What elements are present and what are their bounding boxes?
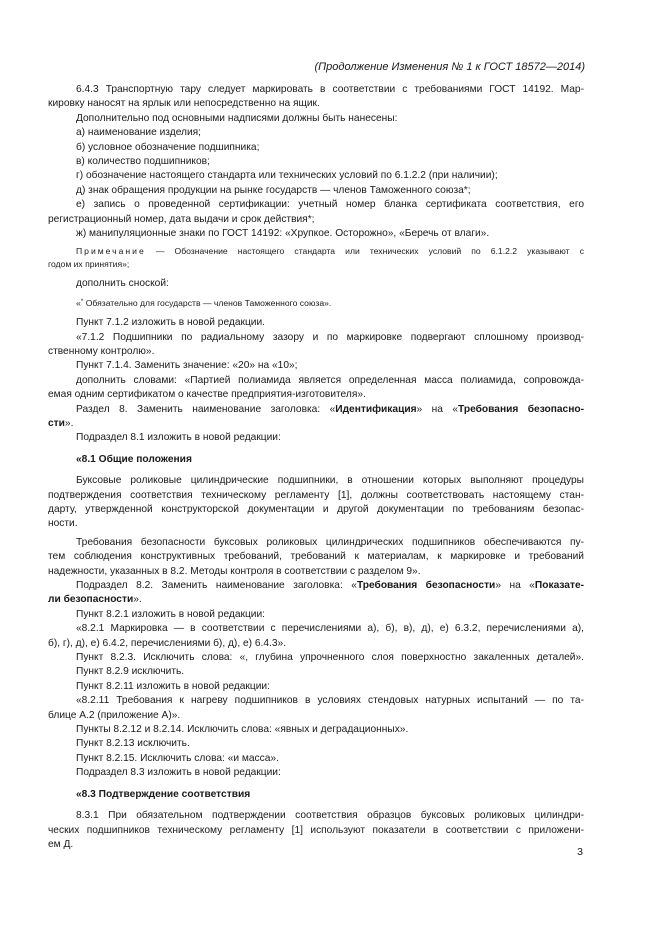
bold-term: сти [48,417,65,429]
paragraph-line: Дополнительно под основными надписями должны быть нанесены: [76,112,398,124]
list-item: в) количество подшипников; [76,156,210,168]
page-content [48,83,584,852]
page-header: (Продолжение Изменения № 1 к ГОСТ 18572—2014) [314,61,585,73]
note-text: — Обозначение настоящего стандарта или технических условий по 6.1.2.2 указывают с [145,246,584,257]
paragraph-line: емая одним сертификатом о качестве предприятия-изготовителя». [48,389,366,401]
text-fragment: » на « [495,580,535,591]
text-fragment: ». [133,594,142,606]
paragraph-line [48,417,584,431]
list-item: е) запись о проведенной сертификации: учетный номер бланка сертификата соответствия, его [76,199,584,211]
paragraph-line: ственному контролю». [48,345,155,357]
paragraph-line: Пункт 7.1.4. Заменить значение: «20» на «10»; [76,360,298,372]
paragraph-line: подтверждения соответствия техническому регламенту [1], должны соответствовать настоящему стан- [48,489,584,501]
paragraph-line: дополнить словами: «Партией полиамида является определенная масса полиамида, сопровожда- [76,374,584,386]
paragraph-line: Требования безопасности буксовых роликовых цилиндрических подшипников обеспечиваются пу- [76,536,584,548]
bold-term: Требования безопасности [356,580,496,591]
list-item: ж) манипуляционные знаки по ГОСТ 14192: «Хрупкое. Осторожно», «Беречь от влаги». [76,228,490,240]
text-fragment: Подраздел 8.2. Заменить наименование заголовка: « [76,580,357,591]
paragraph-line: Пункт 8.2.11 изложить в новой редакции: [76,680,270,692]
section-heading: «8.1 Общие положения [76,453,192,465]
paragraph-line: Пункт 8.2.15. Исключить слова: «и масса». [76,752,279,764]
paragraph-line: Буксовые роликовые цилиндрические подшипники, в отношении которых выполняют процедуры [76,475,584,487]
paragraph-line: ческих подшипников техническому регламенту [1] используют показатели в соответствии с приложени- [48,824,584,836]
footnote-text: Обязательно для государств — членов Таможенного союза». [83,297,332,308]
paragraph-line: 6.4.3 Транспортную тару следует маркировать в соответствии с требованиями ГОСТ 14192. Мар- [76,84,584,95]
paragraph-line: Пункт 8.2.1 изложить в новой редакции: [76,608,266,620]
paragraph-line: надежности, указанных в 8.2. Методы контроля в соответствии с разделом 9». [48,565,421,577]
paragraph-line [48,403,584,417]
list-item: д) знак обращения продукции на рынке государств — членов Таможенного союза*; [76,184,471,196]
list-item-continuation: регистрационный номер, дата выдачи и срок действия*; [48,213,315,225]
paragraph-line: Пункт 8.2.13 исключить. [76,738,190,750]
section-heading: «8.3 Подтверждение соответствия [76,788,251,800]
paragraph-line: ем Д. [48,838,74,850]
list-item: а) наименование изделия; [76,127,201,139]
note-label: Примечание [76,246,146,257]
paragraph-line: ности. [48,518,78,530]
paragraph-line: Пункты 8.2.12 и 8.2.14. Исключить слова: «явных и деградационных». [76,724,409,736]
bold-term: Идентификация [335,403,417,415]
paragraph-line: б), г), д), е) 6.4.2, перечислениями б), д), е) 6.4.3». [48,637,287,649]
bold-term: ли безопасности [48,594,134,606]
paragraph-line: Подраздел 8.1 изложить в новой редакции: [76,432,281,444]
list-item: б) условное обозначение подшипника; [76,141,260,153]
paragraph-line: «7.1.2 Подшипники по радиальному зазору и по маркировке подвергают сплошному производ- [76,331,584,343]
text-fragment: ». [64,417,74,429]
footnote-open-quote: « [76,297,81,308]
paragraph-line: «8.2.11 Требования к нагреву подшипников в условиях стендовых натурных испытаний — по та- [76,695,584,707]
paragraph-line: «8.2.1 Маркировка — в соответствии с перечислениями а), б), в), д), е) 6.3.2, перечислениями а), [76,623,584,635]
bold-term: Требования безопасно- [458,403,584,415]
paragraph-line [48,579,584,593]
paragraph-line: дарту, утвержденной конструкторской документации и другой документации по требованиям безопас- [48,503,584,515]
paragraph-line: Пункт 7.1.2 изложить в новой редакции. [76,317,266,329]
paragraph-line: 8.3.1 При обязательном подтверждении соответствия образцов буксовых роликовых цилиндри- [76,810,584,822]
paragraph-line [48,593,584,607]
list-item: г) обозначение настоящего стандарта или технических условий по 6.1.2.2 (при наличии); [76,170,498,182]
text-fragment: » на « [416,403,459,415]
instruction-line: дополнить сноской: [76,278,169,290]
bold-term: Показате- [534,580,584,591]
paragraph-line: Пункт 8.2.3. Исключить слова: «, глубина упрочненного слоя поверхностно закаленных деталей». [76,652,584,664]
paragraph-line: Подраздел 8.3 изложить в новой редакции: [76,767,281,779]
footnote [48,296,584,309]
paragraph-line: кировку наносят на ярлык или непосредственно на ящик. [48,98,320,110]
text-fragment: Раздел 8. Заменить наименование заголовка: « [76,403,336,415]
note-line: годом их принятия»; [48,258,130,269]
note-line [48,245,584,257]
paragraph-line: блице А.2 (приложение А)». [48,709,181,721]
page-number: 3 [577,846,583,858]
paragraph-line: тем соблюдения конструктивных требований, требований к материалам, к маркировке и требований [48,551,584,563]
paragraph-line: Пункт 8.2.9 исключить. [76,666,185,678]
footnote-mark: * [80,297,84,305]
